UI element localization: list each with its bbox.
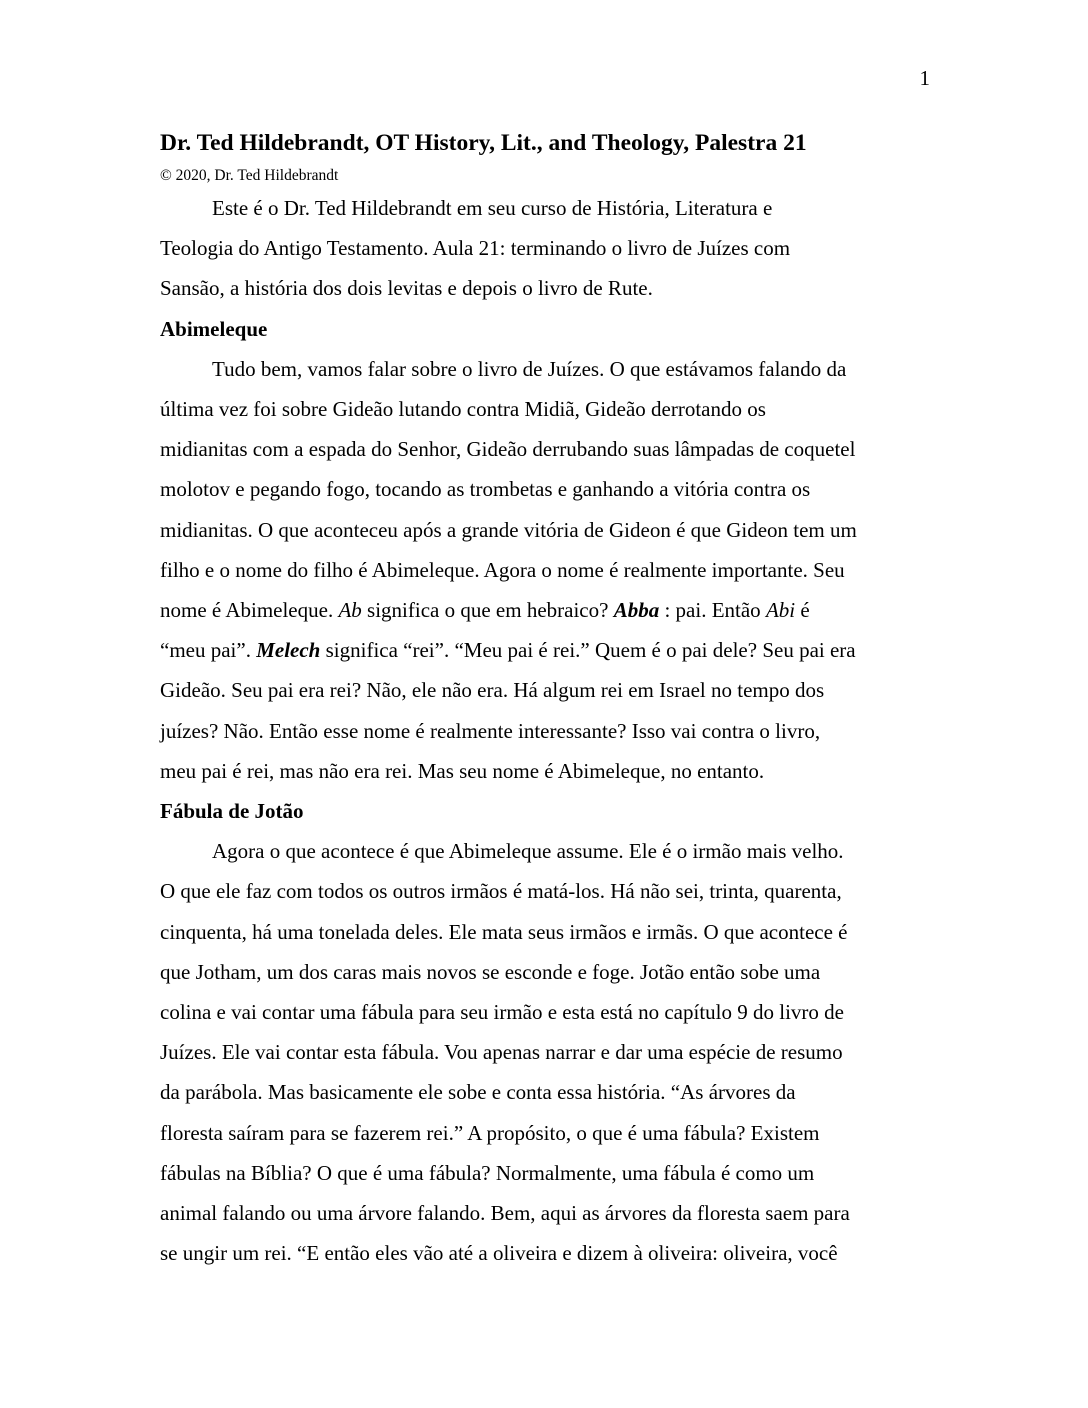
copyright-notice: © 2020, Dr. Ted Hildebrandt <box>160 167 339 184</box>
paragraph-line: meu pai é rei, mas não era rei. Mas seu nome é Abimeleque, no entanto. <box>160 758 765 783</box>
hebrew-term-ab: Ab <box>338 598 362 623</box>
paragraph-line: molotov e pegando fogo, tocando as trombetas e ganhando a vitória contra os <box>160 477 811 502</box>
paragraph-line: midianitas. O que aconteceu após a grande vitória de Gideon é que Gideon tem um <box>160 517 857 542</box>
paragraph-line: animal falando ou uma árvore falando. Bem, aqui as árvores da floresta saem para <box>160 1201 850 1226</box>
paragraph-line <box>160 630 930 670</box>
text-run: significa “rei”. “Meu pai é rei.” Quem é o pai dele? Seu pai era <box>320 638 856 663</box>
paragraph-line: midianitas com a espada do Senhor, Gideão derrubando suas lâmpadas de coquetel <box>160 437 856 462</box>
paragraph-line: Gideão. Seu pai era rei? Não, ele não era. Há algum rei em Israel no tempo dos <box>160 678 825 703</box>
document-body <box>160 127 930 1273</box>
paragraph-line: O que ele faz com todos os outros irmãos é matá-los. Há não sei, trinta, quarenta, <box>160 879 842 904</box>
paragraph-line: colina e vai contar uma fábula para seu irmão e esta está no capítulo 9 do livro de <box>160 1000 844 1025</box>
section-heading-fabula-de-jotao: Fábula de Jotão <box>160 799 304 824</box>
paragraph-line: juízes? Não. Então esse nome é realmente interessante? Isso vai contra o livro, <box>160 718 821 743</box>
text-run: significa o que em hebraico? <box>361 598 614 623</box>
page-number: 1 <box>919 66 930 90</box>
paragraph-line: floresta saíram para se fazerem rei.” A propósito, o que é uma fábula? Existem <box>160 1120 820 1145</box>
paragraph-line: Teologia do Antigo Testamento. Aula 21: terminando o livro de Juízes com <box>160 236 791 261</box>
text-run: é <box>795 598 810 623</box>
paragraph-line: Este é o Dr. Ted Hildebrandt em seu curso de História, Literatura e <box>212 196 773 220</box>
text-run: “meu pai”. <box>160 638 257 663</box>
paragraph-line: Sansão, a história dos dois levitas e depois o livro de Rute. <box>160 276 653 301</box>
paragraph-line: cinquenta, há uma tonelada deles. Ele mata seus irmãos e irmãs. O que acontece é <box>160 919 848 944</box>
paragraph-line: última vez foi sobre Gideão lutando contra Midiã, Gideão derrotando os <box>160 397 766 422</box>
paragraph-line: Tudo bem, vamos falar sobre o livro de Juízes. O que estávamos falando da <box>212 356 847 381</box>
paragraph-line: se ungir um rei. “E então eles vão até a oliveira e dizem à oliveira: oliveira, você <box>160 1241 838 1266</box>
hebrew-term-abi: Abi <box>765 598 796 623</box>
paragraph-line: Agora o que acontece é que Abimeleque assume. Ele é o irmão mais velho. <box>212 839 844 864</box>
paragraph-line: fábulas na Bíblia? O que é uma fábula? Normalmente, uma fábula é como um <box>160 1160 815 1185</box>
jotao-paragraph <box>160 831 930 1273</box>
text-run: nome é Abimeleque. <box>160 598 339 623</box>
paragraph-line <box>160 590 930 630</box>
paragraph-line: Juízes. Ele vai contar esta fábula. Vou apenas narrar e dar uma espécie de resumo <box>160 1040 843 1065</box>
paragraph-line: filho e o nome do filho é Abimeleque. Agora o nome é realmente importante. Seu <box>160 557 845 582</box>
document-title: Dr. Ted Hildebrandt, OT History, Lit., and Theology, Palestra 21 <box>160 130 807 156</box>
hebrew-term-melech: Melech <box>256 638 321 663</box>
intro-paragraph <box>160 188 930 309</box>
paragraph-line: da parábola. Mas basicamente ele sobe e conta essa história. “As árvores da <box>160 1080 796 1105</box>
paragraph-line: que Jotham, um dos caras mais novos se esconde e foge. Jotão então sobe uma <box>160 959 821 984</box>
hebrew-term-abba: Abba <box>613 598 660 623</box>
abimeleque-paragraph <box>160 349 930 791</box>
text-run: : pai. Então <box>659 598 766 623</box>
section-heading-abimeleque: Abimeleque <box>160 316 268 341</box>
